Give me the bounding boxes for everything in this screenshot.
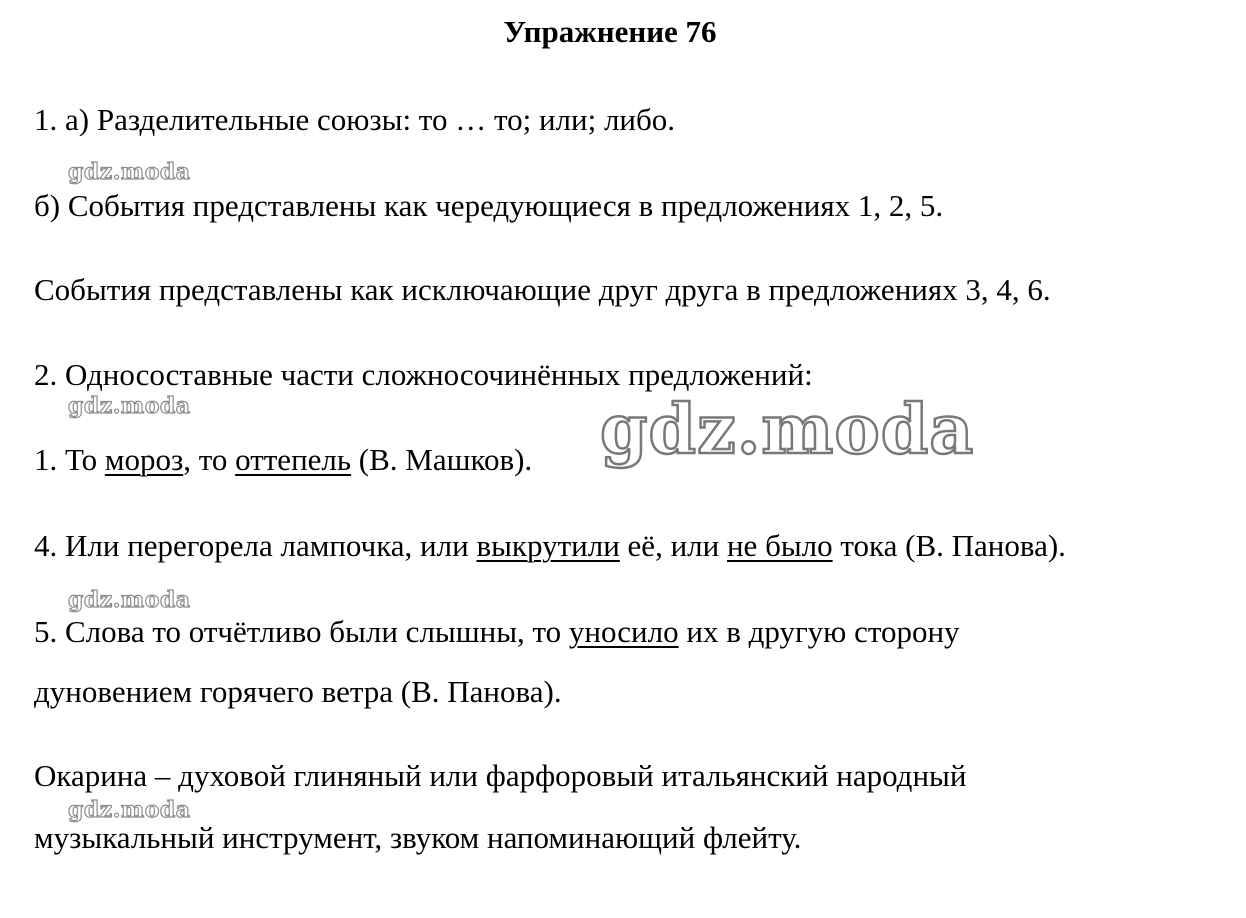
example-sentence-5 bbox=[34, 612, 960, 652]
definition-line-1: Окарина – духовой глиняный или фарфоровый итальянский народный bbox=[34, 758, 967, 793]
example-sentence-1 bbox=[34, 440, 532, 480]
sentence-text: 5. Слова то отчётливо были слышны, то bbox=[34, 614, 569, 649]
example-sentence-5-cont: дуновением горячего ветра (В. Панова). bbox=[34, 674, 562, 709]
watermark-logo: gdz.moda bbox=[68, 797, 191, 823]
exercise-title: Упражнение 76 bbox=[503, 14, 717, 49]
underlined-word: оттепель bbox=[235, 442, 352, 477]
sentence-text: 1. То bbox=[34, 442, 105, 477]
watermark-logo: gdz.moda bbox=[68, 393, 191, 419]
watermark-logo-large: gdz.moda bbox=[600, 390, 975, 470]
answer-line-2: 2. Односоставные части сложносочинённых предложений: bbox=[34, 357, 813, 392]
watermark-logo: gdz.moda bbox=[68, 587, 191, 613]
underlined-word: не было bbox=[726, 528, 833, 563]
sentence-text: её, или bbox=[619, 528, 727, 563]
watermark-logo: gdz.moda bbox=[68, 159, 191, 185]
underlined-word: выкрутили bbox=[476, 528, 620, 563]
sentence-text: тока (В. Панова). bbox=[832, 528, 1066, 563]
answer-line-1b: б) События представлены как чередующиеся в предложениях 1, 2, 5. bbox=[34, 188, 944, 223]
underlined-word: уносило bbox=[568, 614, 679, 649]
sentence-text: (В. Машков). bbox=[351, 442, 533, 477]
answer-line-1a: 1. а) Разделительные союзы: то … то; или; либо. bbox=[34, 102, 676, 137]
answer-line-1b-cont: События представлены как исключающие друг друга в предложениях 3, 4, 6. bbox=[34, 272, 1051, 307]
underlined-word: мороз bbox=[104, 442, 184, 477]
sentence-text: , то bbox=[183, 442, 236, 477]
sentence-text: 4. Или перегорела лампочка, или bbox=[34, 528, 477, 563]
sentence-text: их в другую сторону bbox=[678, 614, 960, 649]
example-sentence-4 bbox=[34, 526, 1066, 566]
definition-line-2: музыкальный инструмент, звуком напоминающий флейту. bbox=[34, 820, 802, 855]
